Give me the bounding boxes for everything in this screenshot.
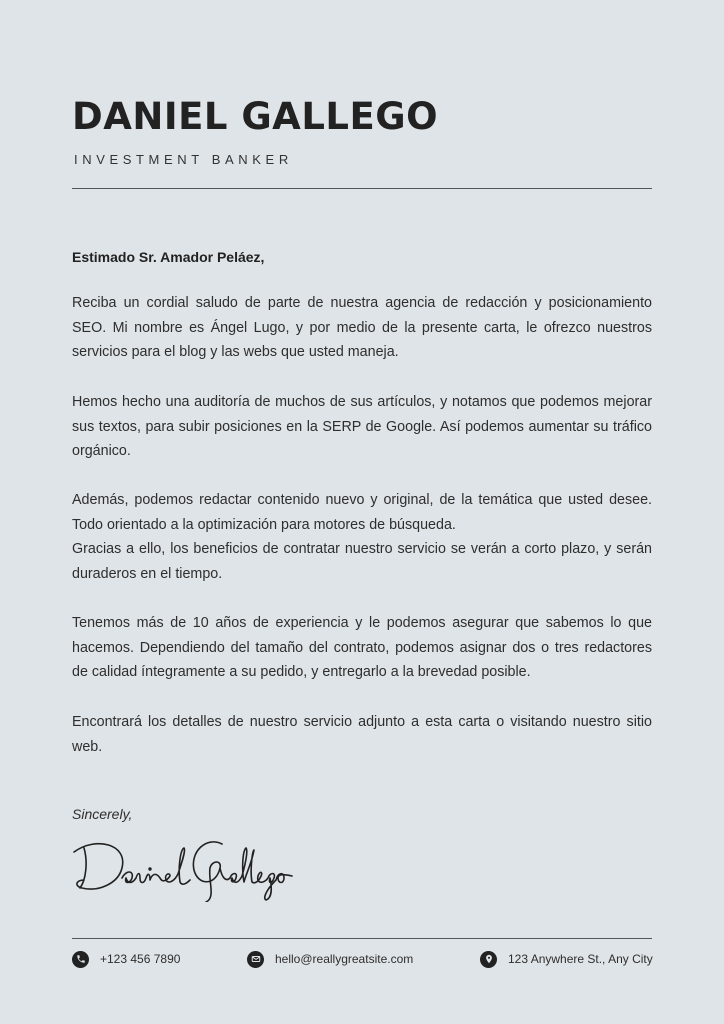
contact-email — [247, 947, 413, 971]
email-icon — [247, 951, 264, 968]
contact-address — [480, 947, 653, 971]
handwritten-signature — [66, 822, 306, 902]
closing: Sincerely, — [72, 806, 133, 822]
address-text: 123 Anywhere St., Any City — [508, 952, 653, 966]
location-pin-icon — [480, 951, 497, 968]
footer-divider — [72, 938, 652, 939]
body-paragraph-5: Tenemos más de 10 años de experiencia y le podemos asegurar que sabemos lo que hacemos. Dependiendo del tamaño del contrato, podemos asignar dos o tres redactores de calidad íntegramente a su pedido, y entregarlo a la brevedad posible. — [72, 615, 652, 680]
sender-name: DANIEL GALLEGO — [72, 95, 439, 138]
body-paragraph-3: Además, podemos redactar contenido nuevo y original, de la temática que usted desee. Todo orientado a la optimización para motores de búsqueda. — [72, 492, 652, 533]
body-paragraph-2: Hemos hecho una auditoría de muchos de sus artículos, y notamos que podemos mejorar sus textos, para subir posiciones en la SERP de Google. Así podemos aumentar su tráfico orgánico. — [72, 394, 652, 459]
body-paragraph-4: Gracias a ello, los beneficios de contratar nuestro servicio se verán a corto plazo, y serán duraderos en el tiempo. — [72, 541, 652, 582]
phone-icon — [72, 951, 89, 968]
body-paragraph-1: Reciba un cordial saludo de parte de nuestra agencia de redacción y posicionamiento SEO. Mi nombre es Ángel Lugo, y por medio de la presente carta, le ofrezco nuestros servicios para el blog y las webs que usted maneja. — [72, 295, 652, 360]
email-text: hello@reallygreatsite.com — [275, 952, 414, 966]
header-divider — [72, 188, 652, 189]
sender-role: INVESTMENT BANKER — [74, 152, 293, 167]
body-paragraph-6: Encontrará los detalles de nuestro servicio adjunto a esta carta o visitando nuestro sitio web. — [72, 714, 652, 755]
salutation: Estimado Sr. Amador Peláez, — [72, 249, 265, 265]
phone-text: +123 456 7890 — [100, 952, 181, 966]
contact-phone — [72, 947, 180, 971]
